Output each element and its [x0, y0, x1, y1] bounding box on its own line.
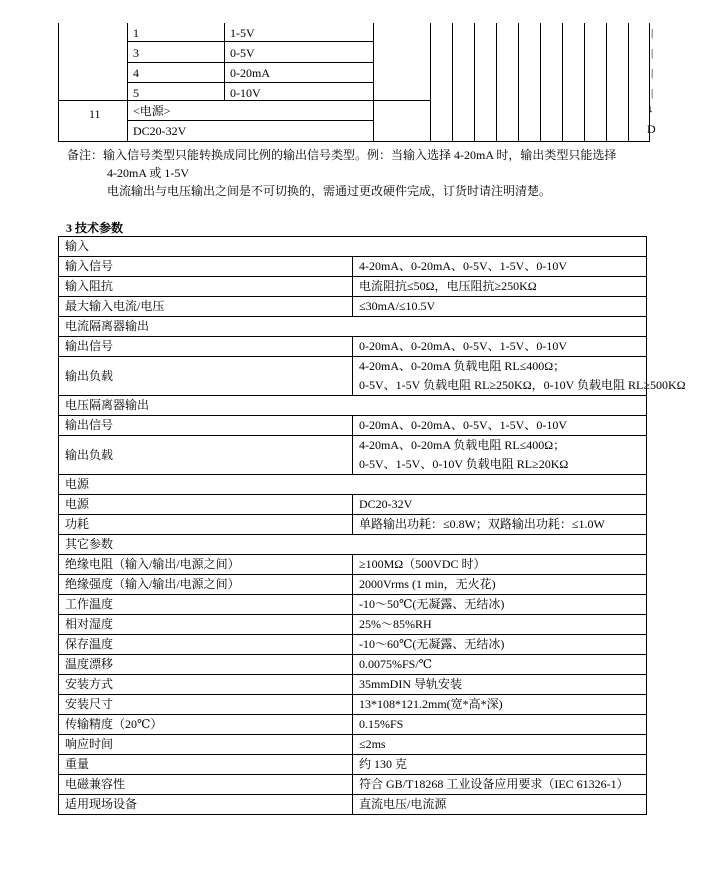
parameter-value: 2000Vrms (1 min，无火花) — [353, 575, 647, 595]
down-arrow-icon: ↓ — [648, 103, 654, 115]
parameter-value: 约 130 克 — [353, 755, 647, 775]
parameter-value: 电流阻抗≤50Ω，电压阻抗≥250KΩ — [353, 277, 647, 297]
parameter-value: 4-20mA、0-20mA、0-5V、1-5V、0-10V — [353, 257, 647, 277]
section-header-row — [59, 535, 647, 555]
parameter-name: 保存温度 — [59, 635, 353, 655]
parameter-row — [59, 297, 647, 317]
parameter-row — [59, 416, 647, 436]
power-label: <电源> — [133, 104, 171, 118]
parameter-row — [59, 277, 647, 297]
parameter-value: 单路输出功耗：≤0.8W；双路输出功耗：≤1.0W — [353, 515, 647, 535]
parameter-value: DC20-32V — [353, 495, 647, 515]
parameter-value: 直流电压/电流源 — [353, 795, 647, 815]
parameter-name: 绝缘强度（输入/输出/电源之间） — [59, 575, 353, 595]
range-cell: 0-5V — [230, 46, 255, 60]
parameter-row — [59, 555, 647, 575]
range-cell: 0-20mA — [230, 66, 270, 80]
parameter-name: 输出信号 — [59, 337, 353, 357]
power-value: DC20-32V — [133, 124, 187, 138]
section-header-cell: 其它参数 — [59, 535, 647, 555]
parameter-row — [59, 795, 647, 815]
marker-letter: D — [647, 122, 656, 136]
parameter-row — [59, 257, 647, 277]
parameter-value: 0-20mA、0-20mA、0-5V、1-5V、0-10V — [353, 337, 647, 357]
parameter-value: 13*108*121.2mm(宽*高*深) — [353, 695, 647, 715]
parameter-value: -10～50℃(无凝露、无结冰) — [353, 595, 647, 615]
parameter-row — [59, 715, 647, 735]
parameter-name: 输出负载 — [59, 436, 353, 475]
parameter-value: 0.0075%FS/℃ — [353, 655, 647, 675]
parameter-row — [59, 635, 647, 655]
section-header-cell: 输入 — [59, 237, 647, 257]
parameter-row — [59, 615, 647, 635]
parameter-value: 25%～85%RH — [353, 615, 647, 635]
section-header-cell: 电源 — [59, 475, 647, 495]
section-header-row — [59, 475, 647, 495]
section-title: 3 技术参数 — [66, 221, 124, 235]
pipe-marker: | — [651, 27, 654, 39]
parameter-name: 电磁兼容性 — [59, 775, 353, 795]
pipe-marker: | — [651, 47, 654, 59]
remark-line: 备注：输入信号类型只能转换成同比例的输出信号类型。例：当输入选择 4-20mA 时，输出类型只能选择 — [67, 148, 617, 162]
parameter-name: 温度漂移 — [59, 655, 353, 675]
parameter-name: 传输精度（20℃） — [59, 715, 353, 735]
code-cell: 4 — [133, 66, 139, 80]
section-header-cell: 电流隔离器输出 — [59, 317, 647, 337]
parameter-name: 最大输入电流/电压 — [59, 297, 353, 317]
parameter-row — [59, 436, 647, 475]
parameter-row — [59, 675, 647, 695]
parameter-value-line: 0-5V、1-5V、0-10V 负载电阻 RL≥20KΩ — [359, 457, 569, 471]
parameter-value: 0-20mA、0-20mA、0-5V、1-5V、0-10V — [353, 416, 647, 436]
parameter-row — [59, 755, 647, 775]
parameter-value: 35mmDIN 导轨安装 — [353, 675, 647, 695]
parameter-row — [59, 495, 647, 515]
parameter-row — [59, 735, 647, 755]
parameter-value: 0.15%FS — [353, 715, 647, 735]
section-header-cell: 电压隔离器输出 — [59, 396, 647, 416]
parameter-name: 输出信号 — [59, 416, 353, 436]
parameter-name: 输入信号 — [59, 257, 353, 277]
item-number: 11 — [89, 107, 101, 121]
code-cell: 5 — [133, 86, 139, 100]
parameter-name: 重量 — [59, 755, 353, 775]
parameter-value-line: 4-20mA、0-20mA 负载电阻 RL≤400Ω； — [359, 359, 566, 373]
parameter-name: 安装方式 — [59, 675, 353, 695]
parameter-row — [59, 337, 647, 357]
code-cell: 3 — [133, 46, 139, 60]
parameter-row — [59, 515, 647, 535]
parameter-value — [353, 357, 686, 396]
parameter-name: 相对湿度 — [59, 615, 353, 635]
parameter-row — [59, 775, 647, 795]
section-header-row — [59, 396, 647, 416]
parameter-row — [59, 575, 647, 595]
parameter-name: 功耗 — [59, 515, 353, 535]
parameter-row — [59, 595, 647, 615]
parameter-name: 安装尺寸 — [59, 695, 353, 715]
parameter-row — [59, 655, 647, 675]
parameter-name: 绝缘电阻（输入/输出/电源之间） — [59, 555, 353, 575]
range-cell: 1-5V — [230, 26, 255, 40]
section-header-row — [59, 317, 647, 337]
parameter-name: 响应时间 — [59, 735, 353, 755]
remark-line: 电流输出与电压输出之间是不可切换的，需通过更改硬件完成，订货时请注明清楚。 — [107, 184, 552, 198]
technical-parameters-table — [58, 236, 686, 815]
parameter-value: ≤30mA/≤10.5V — [353, 297, 647, 317]
selection-code-table — [58, 23, 656, 142]
parameter-value-line: 4-20mA、0-20mA 负载电阻 RL≤400Ω； — [359, 438, 566, 452]
range-cell: 0-10V — [230, 86, 261, 100]
parameter-value-line: 0-5V、1-5V 负载电阻 RL≥250KΩ，0-10V 负载电阻 RL≥500KΩ — [359, 378, 686, 392]
code-cell: 1 — [133, 26, 139, 40]
parameter-value: ≥100MΩ（500VDC 时） — [353, 555, 647, 575]
parameter-name: 电源 — [59, 495, 353, 515]
parameter-value: -10～60℃(无凝露、无结冰) — [353, 635, 647, 655]
pipe-marker: | — [651, 87, 654, 99]
parameter-name: 输入阻抗 — [59, 277, 353, 297]
remark-line: 4-20mA 或 1-5V — [107, 166, 189, 180]
remarks — [67, 146, 687, 200]
parameter-value: 符合 GB/T18268 工业设备应用要求（IEC 61326-1） — [353, 775, 647, 795]
parameter-row — [59, 695, 647, 715]
parameter-value: ≤2ms — [353, 735, 647, 755]
pipe-marker: | — [651, 67, 654, 79]
parameter-name: 适用现场设备 — [59, 795, 353, 815]
parameter-value — [353, 436, 647, 475]
section-header-row — [59, 237, 647, 257]
parameter-name: 工作温度 — [59, 595, 353, 615]
parameter-name: 输出负载 — [59, 357, 353, 396]
parameter-row — [59, 357, 647, 396]
